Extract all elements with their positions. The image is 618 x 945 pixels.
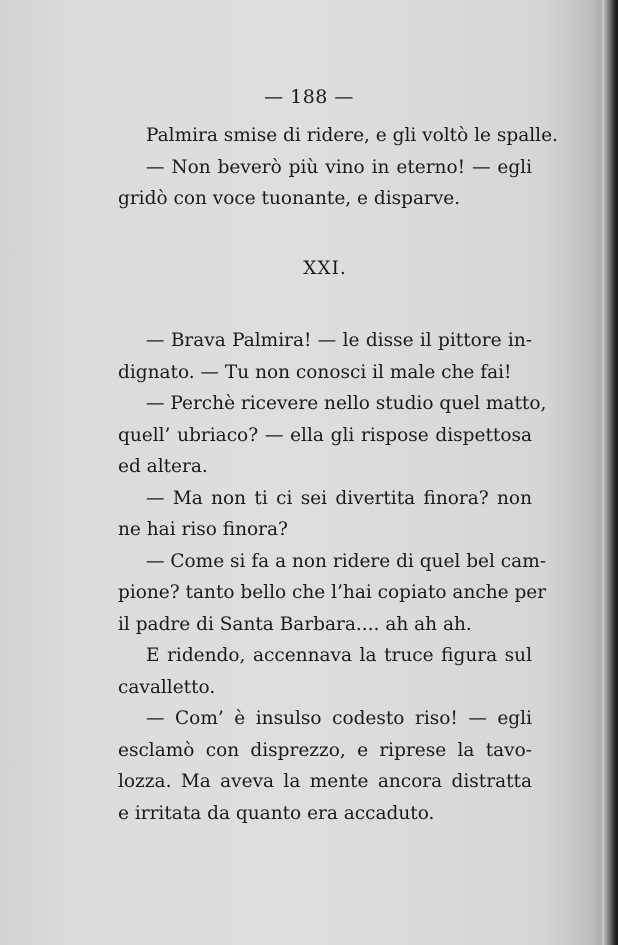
book-spine-shadow	[602, 0, 618, 945]
section-before-chapter	[118, 120, 558, 215]
text-line: — Perchè ricevere nello studio quel matto,	[146, 393, 547, 414]
text-line: — Com’ è insulso codesto riso! — egli	[146, 708, 532, 729]
text-line: cavalletto.	[118, 676, 216, 698]
text-line: il padre di Santa Barbara.... ah ah ah.	[118, 613, 472, 635]
text-line: pione? tanto bello che l’hai copiato anche per	[118, 582, 547, 603]
text-line: E ridendo, accennava la truce figura sul	[146, 645, 532, 666]
text-line: ne hai riso finora?	[118, 519, 288, 540]
text-line: ed altera.	[118, 456, 208, 477]
page-number: — 188 —	[264, 86, 354, 108]
section-chapter-body	[118, 325, 547, 829]
text-line: — Ma non ti ci sei divertita finora? non	[146, 487, 532, 509]
text-line: gridò con voce tuonante, e disparve.	[118, 188, 461, 209]
text-line: esclamò con disprezzo, e riprese la tavo-	[118, 739, 532, 761]
text-line: — Non beverò più vino in eterno! — egli	[146, 156, 532, 178]
text-line: — Brava Palmira! — le disse il pittore in-	[146, 330, 532, 351]
page-text	[118, 120, 558, 829]
chapter-title: XXI.	[303, 257, 347, 279]
text-line: dignato. — Tu non conosci il male che fai!	[118, 361, 512, 383]
text-line: — Come si fa a non ridere di quel bel cam-	[146, 550, 546, 572]
text-line: lozza. Ma aveva la mente ancora distratta	[118, 771, 532, 792]
text-line: e irritata da quanto era accaduto.	[118, 802, 435, 824]
text-line: quell’ ubriaco? — ella gli rispose dispettosa	[118, 424, 532, 446]
text-line: Palmira smise di ridere, e gli voltò le spalle.	[146, 125, 558, 146]
